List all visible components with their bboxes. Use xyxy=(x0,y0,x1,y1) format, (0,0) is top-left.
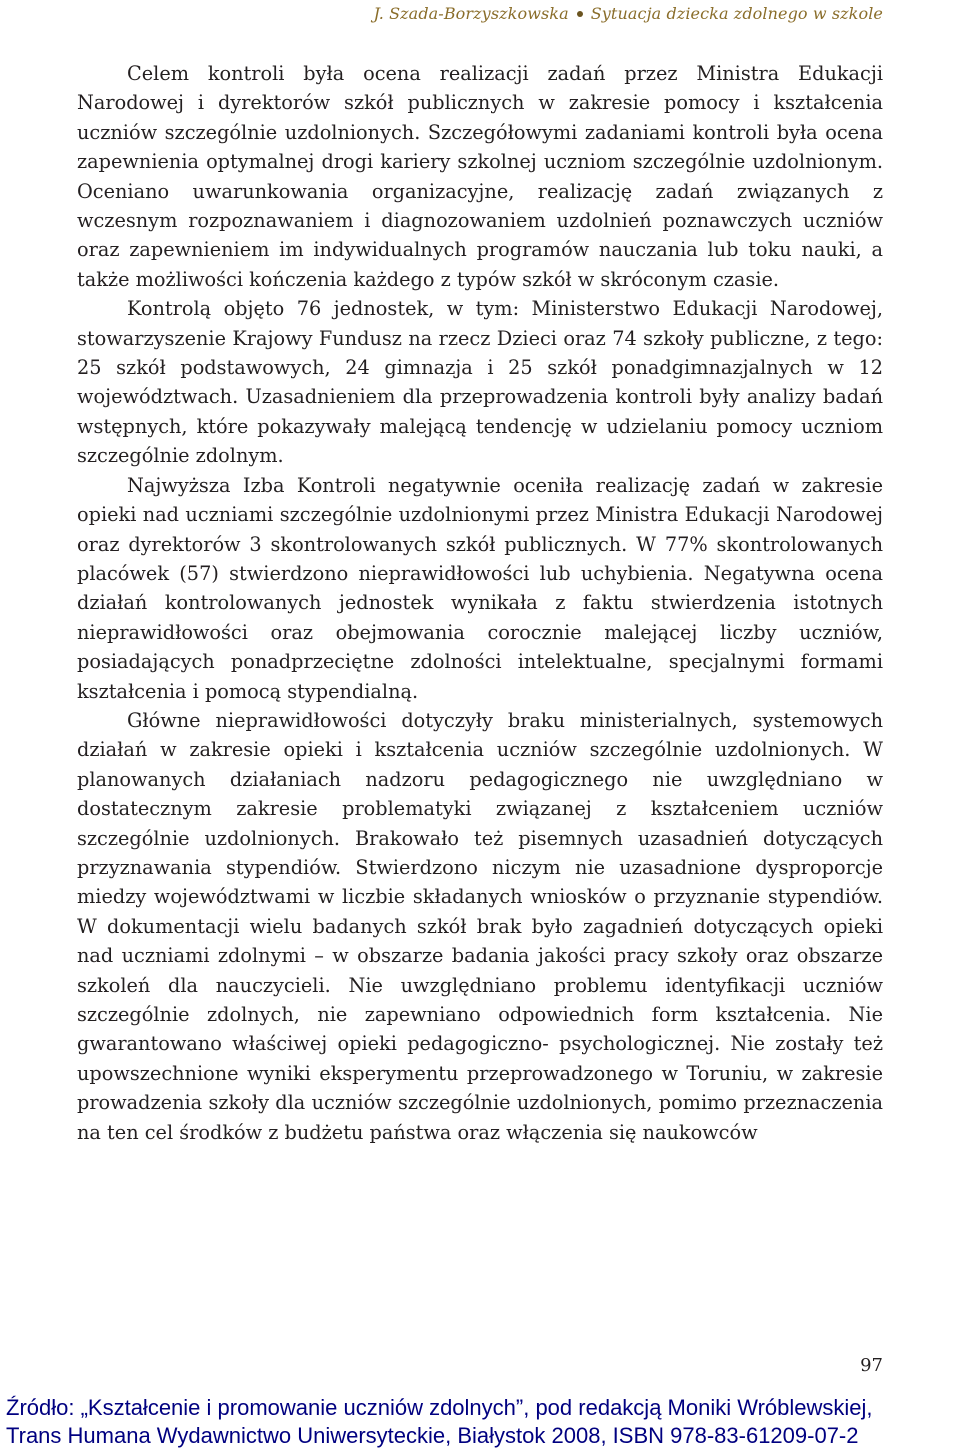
header-title: Sytuacja dziecka zdolnego w szkole xyxy=(590,4,883,23)
page-number: 97 xyxy=(860,1355,883,1376)
running-header xyxy=(373,4,883,23)
header-author: J. Szada-Borzyszkowska xyxy=(373,4,569,23)
source-note xyxy=(6,1394,956,1450)
paragraph-4: Główne nieprawidłowości dotyczyły braku ministerialnych, systemowych działań w zakresie opieki i kształcenia uczniów szczególnie uzdolnionych. W planowanych działaniach nadzoru pedagogicznego nie uwzględniano w dostatecznym zakresie problematyki związanej z kształceniem uczniów szczególnie uzdolnionych. Brakowało też pisemnych uzasadnień dotyczących przyznawania stypendiów. Stwierdzono niczym nie uzasadnione dysproporcje miedzy województwami w liczbie składanych wniosków o przyznanie stypendiów. W dokumentacji wielu badanych szkół brak było zagadnień dotyczących opieki nad uczniami zdolnymi – w obszarze badania jakości pracy szkoły oraz obszarze szkoleń dla nauczycieli. Nie uwzględniano problemu identyfikacji uczniów szczególnie zdolnych, nie zapewniano odpowiednich form kształcenia. Nie gwarantowano właściwej opieki pedagogiczno- psychologicznej. Nie zostały też upowszechnione wyniki eksperymentu przeprowadzonego w Toruniu, w zakresie prowadzenia szkoły dla uczniów szczególnie uzdolnionych, pomimo przeznaczenia na ten cel środków z budżetu państwa oraz włączenia się naukowców xyxy=(77,708,883,1144)
paragraph-2: Kontrolą objęto 76 jednostek, w tym: Ministerstwo Edukacji Narodowej, stowarzyszenie Krajowy Fundusz na rzecz Dzieci oraz 74 szkoły publiczne, z tego: 25 szkół podstawowych, 24 gimnazja i 25 szkół ponadgimnazjalnych w 12 województwach. Uzasadnieniem dla przeprowadzenia kontroli były analizy badań wstępnych, które pokazywały malejącą tendencję w udzielaniu pomocy uczniom szczególnie zdolnym. xyxy=(77,297,883,468)
source-note-line-1: Źródło: „Kształcenie i promowanie uczniów zdolnych”, pod redakcją Moniki Wróblewskiej, xyxy=(6,1395,873,1420)
paragraph-1: Celem kontroli była ocena realizacji zadań przez Ministra Edukacji Narodowej i dyrektorów szkół publicznych w zakresie pomocy i kształcenia uczniów szczególnie uzdolnionych. Szczegółowymi zadaniami kontroli była ocena zapewnienia optymalnej drogi kariery szkolnej uczniom szczególnie uzdolnionym. Oceniano uwarunkowania organizacyjne, realizację zadań związanych z wczesnym rozpoznawaniem i diagnozowaniem uzdolnień poznawczych uczniów oraz zapewnieniem im indywidualnych programów nauczania lub toku nauki, a także możliwości kończenia każdego z typów szkół w skróconym czasie. xyxy=(77,62,883,291)
paragraph-3: Najwyższa Izba Kontroli negatywnie oceniła realizację zadań w zakresie opieki nad uczniami szczególnie uzdolnionymi przez Ministra Edukacji Narodowej oraz dyrektorów 3 skontrolowanych szkół publicznych. W 77% skontrolowanych placówek (57) stwierdzono nieprawidłowości lub uchybienia. Negatywna ocena działań kontrolowanych jednostek wynikała z faktu stwierdzenia istotnych nieprawidłowości oraz obejmowania corocznie malejącej liczby uczniów, posiadających ponadprzeciętne zdolności intelektualne, specjalnymi formami kształcenia i pomocą stypendialną. xyxy=(77,473,883,703)
body-text xyxy=(77,59,883,1147)
source-note-line-2: Trans Humana Wydawnictwo Uniwersyteckie, Białystok 2008, ISBN 978-83-61209-07-2 xyxy=(6,1423,859,1448)
bullet-separator-icon xyxy=(577,11,583,17)
